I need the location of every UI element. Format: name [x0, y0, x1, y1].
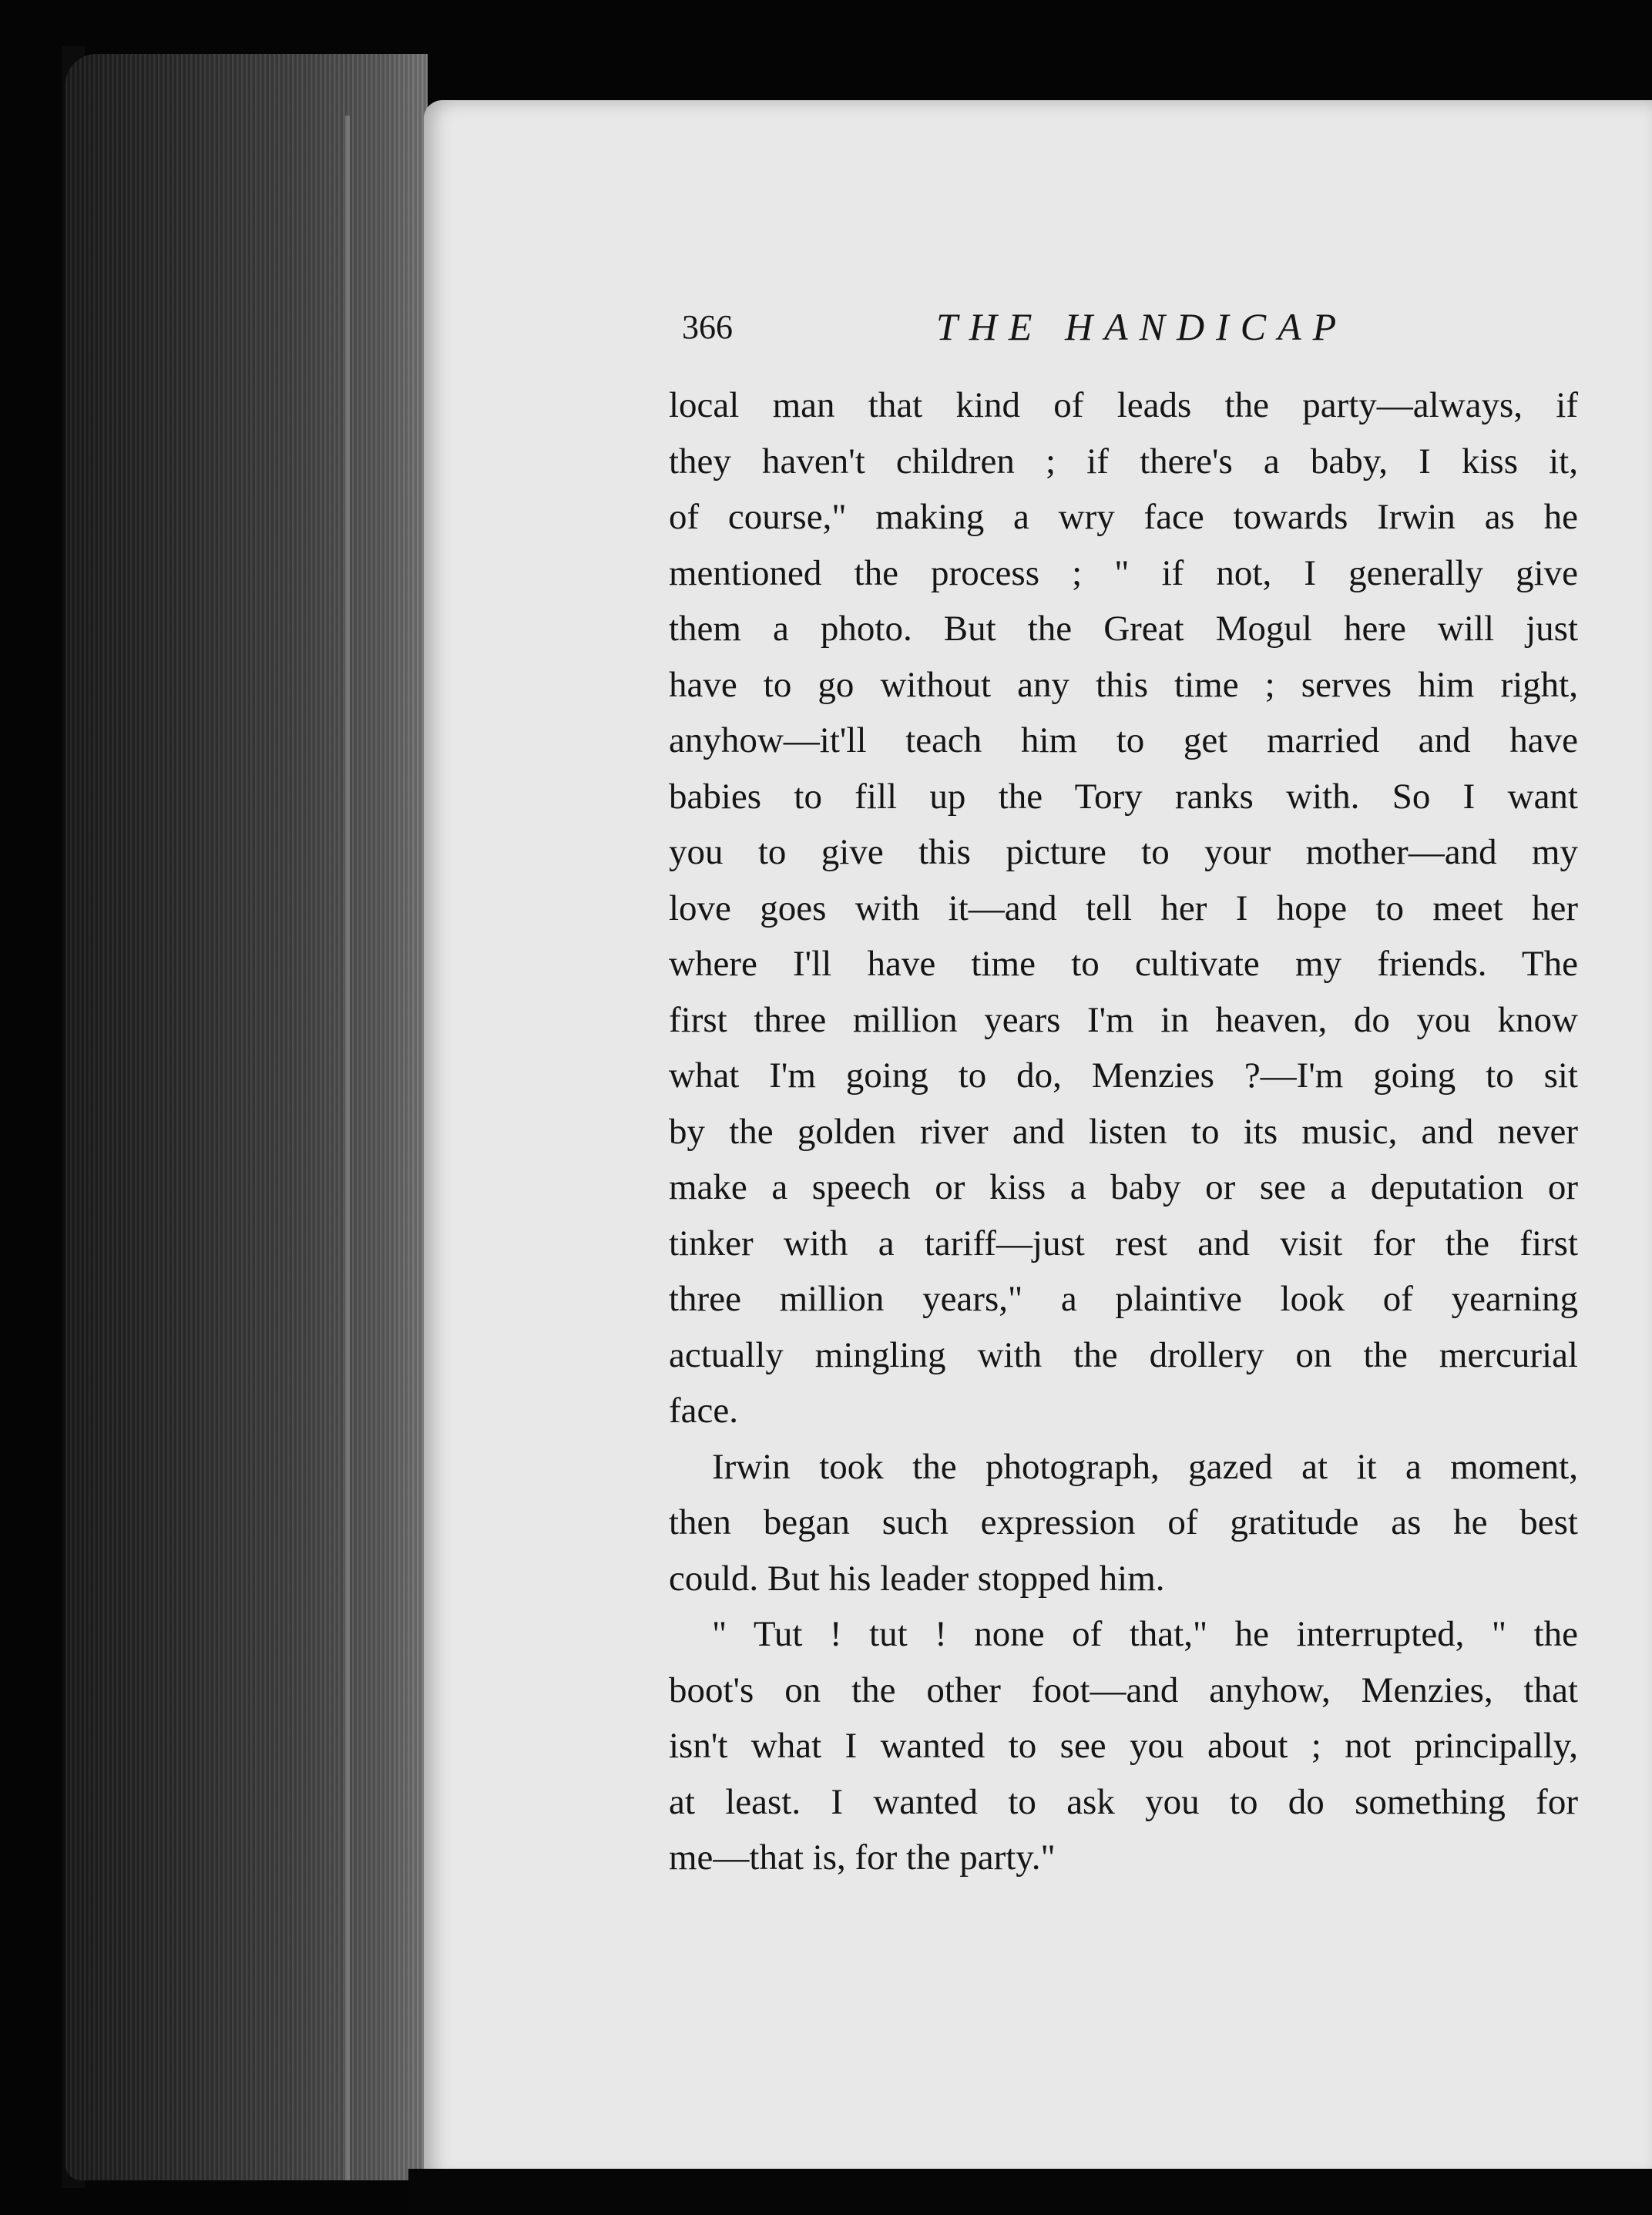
text-line: babies to fill up the Tory ranks with. So I want — [669, 776, 1578, 817]
text-line: at least. I wanted to ask you to do something for — [669, 1781, 1578, 1822]
text-line: you to give this picture to your mother—and my — [669, 832, 1578, 872]
text-line: anyhow—it'll teach him to get married and have — [669, 720, 1578, 760]
text-line: three million years," a plaintive look of yearning — [669, 1279, 1578, 1319]
running-head — [682, 304, 1576, 358]
text-line: by the golden river and listen to its music, and never — [669, 1111, 1578, 1152]
text-line: local man that kind of leads the party—always, if — [669, 385, 1578, 425]
text-line: they haven't children ; if there's a baby, I kiss it, — [669, 441, 1578, 482]
text-line: of course," making a wry face towards Irwin as he — [669, 497, 1578, 537]
text-line: boot's on the other foot—and anyhow, Menzies, that — [669, 1670, 1578, 1710]
text-line: could. But his leader stopped him. — [669, 1558, 1165, 1599]
text-line: isn't what I wanted to see you about ; not principally, — [669, 1726, 1578, 1766]
page-bottom-shadow — [408, 2169, 1652, 2215]
text-line: then began such expression of gratitude as he best — [669, 1502, 1578, 1542]
book-page-edges — [65, 54, 428, 2180]
body-text — [669, 378, 1578, 1886]
text-line: tinker with a tariff—just rest and visit for the first — [669, 1223, 1578, 1264]
text-line: them a photo. But the Great Mogul here will just — [669, 609, 1578, 649]
text-line: make a speech or kiss a baby or see a deputation or — [669, 1167, 1578, 1207]
text-line: first three million years I'm in heaven, do you know — [669, 999, 1578, 1040]
text-line: love goes with it—and tell her I hope to meet her — [669, 888, 1578, 928]
book-edge-highlight — [345, 116, 350, 2180]
text-line: what I'm going to do, Menzies ?—I'm going to sit — [669, 1055, 1578, 1096]
text-line: where I'll have time to cultivate my friends. The — [669, 944, 1578, 984]
text-line: " Tut ! tut ! none of that," he interrupted, " the — [712, 1614, 1578, 1654]
text-line: me—that is, for the party." — [669, 1837, 1056, 1878]
text-line: have to go without any this time ; serves him right, — [669, 664, 1578, 705]
paragraph-1 — [669, 378, 1578, 1439]
page-number: 366 — [682, 308, 733, 346]
text-line: face. — [669, 1391, 738, 1431]
book-title: THE HANDICAP — [936, 305, 1348, 348]
paragraph-3 — [669, 1606, 1578, 1886]
paragraph-2 — [669, 1439, 1578, 1607]
text-line: mentioned the process ; " if not, I generally give — [669, 552, 1578, 593]
text-line: actually mingling with the drollery on the mercurial — [669, 1334, 1578, 1375]
text-line: Irwin took the photograph, gazed at it a moment, — [712, 1446, 1578, 1487]
